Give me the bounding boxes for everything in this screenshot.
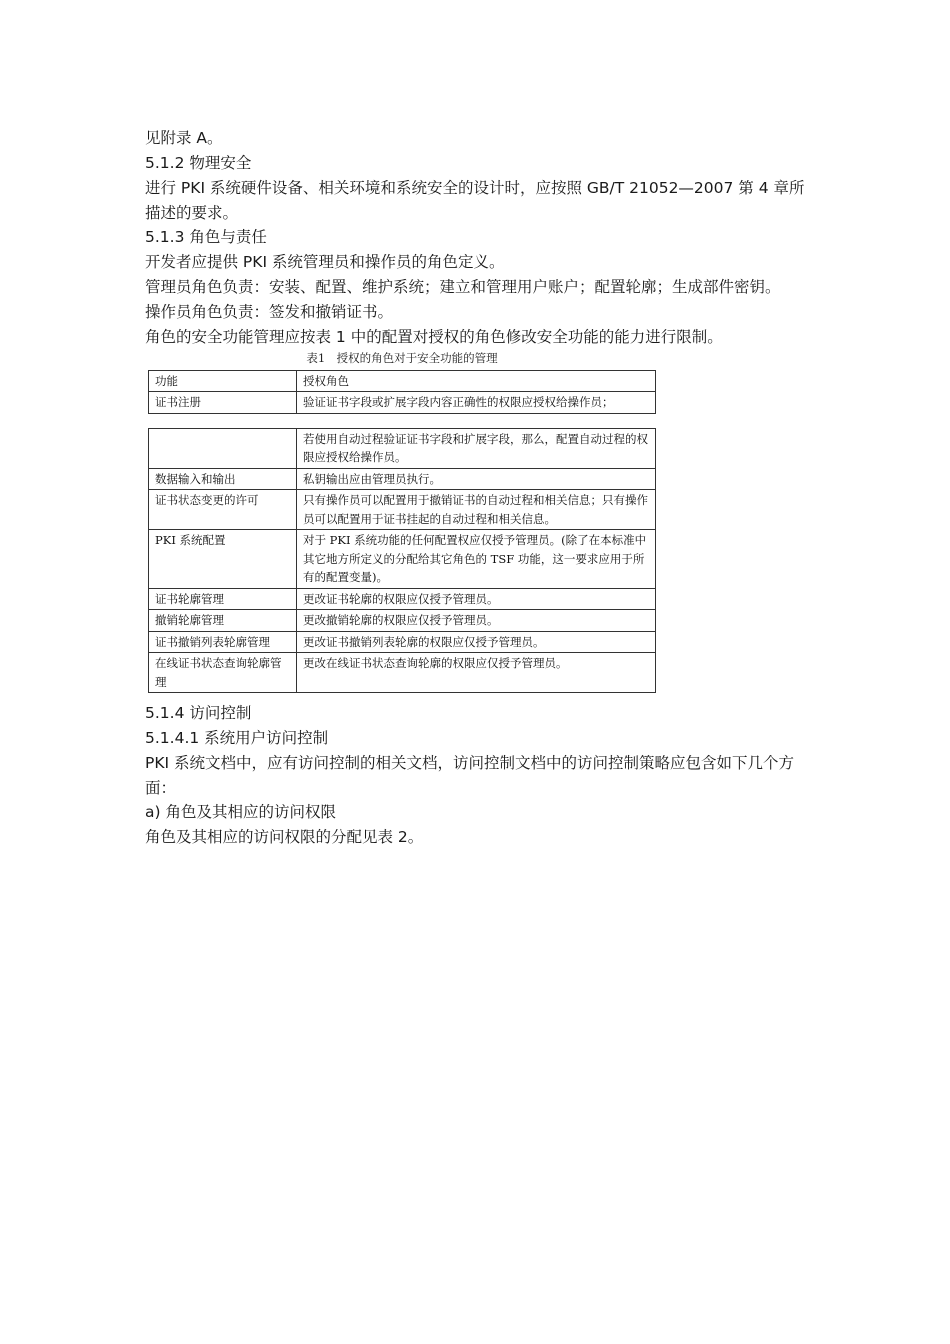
section-heading-5-1-2: 5.1.2 物理安全 (145, 154, 252, 172)
table-row (149, 530, 656, 589)
section-heading-5-1-4: 5.1.4 访问控制 (145, 704, 252, 722)
table-cell: 证书轮廓管理 (149, 588, 297, 610)
table-cell: 更改证书轮廓的权限应仅授予管理员。 (297, 588, 656, 610)
section-heading-5-1-3: 5.1.3 角色与责任 (145, 228, 267, 246)
paragraph: 管理员角色负责：安装、配置、维护系统；建立和管理用户账户；配置轮廓；生成部件密钥。 (145, 278, 781, 296)
paragraph: 开发者应提供 PKI 系统管理员和操作员的角色定义。 (145, 253, 505, 271)
table-header-cell: 授权角色 (297, 370, 656, 392)
paragraph: 见附录 A。 (145, 129, 223, 147)
list-item: a) 角色及其相应的访问权限 (145, 803, 336, 821)
table-row (149, 392, 656, 414)
table-cell: 证书注册 (149, 392, 297, 414)
paragraph: PKI 系统文档中，应有访问控制的相关文档，访问控制文档中的访问控制策略应包含如下几个方面： (145, 754, 795, 797)
table-1-image (148, 352, 656, 702)
table-row (149, 631, 656, 653)
paragraph: 进行 PKI 系统硬件设备、相关环境和系统安全的设计时，应按照 GB/T 21052—2007 第 4 章所描述的要求。 (145, 179, 805, 222)
table-cell: 更改证书撤销列表轮廓的权限应仅授予管理员。 (297, 631, 656, 653)
table-cell: 私钥输出应由管理员执行。 (297, 468, 656, 490)
table-header-cell: 功能 (149, 370, 297, 392)
table-cell: 证书撤销列表轮廓管理 (149, 631, 297, 653)
table-cell: 更改在线证书状态查询轮廓的权限应仅授予管理员。 (297, 653, 656, 693)
table-row (149, 428, 656, 468)
table-cell (149, 428, 297, 468)
table-cell: 只有操作员可以配置用于撤销证书的自动过程和相关信息；只有操作员可以配置用于证书挂起的自动过程和相关信息。 (297, 490, 656, 530)
table-1-part-1 (148, 370, 656, 414)
table-row (149, 490, 656, 530)
table-cell: 更改撤销轮廓的权限应仅授予管理员。 (297, 610, 656, 632)
table-cell: 在线证书状态查询轮廓管理 (149, 653, 297, 693)
table-cell: PKI 系统配置 (149, 530, 297, 589)
table-header-row (149, 370, 656, 392)
table-cell: 证书状态变更的许可 (149, 490, 297, 530)
document-page (145, 126, 810, 850)
section-heading-5-1-4-1: 5.1.4.1 系统用户访问控制 (145, 729, 329, 747)
paragraph: 角色及其相应的访问权限的分配见表 2。 (145, 828, 424, 846)
table-cell: 数据输入和输出 (149, 468, 297, 490)
table-cell: 验证证书字段或扩展字段内容正确性的权限应授权给操作员； (297, 392, 656, 414)
table-cell: 若使用自动过程验证证书字段和扩展字段，那么，配置自动过程的权限应授权给操作员。 (297, 428, 656, 468)
table-1-part-2 (148, 428, 656, 694)
table-row (149, 653, 656, 693)
table-row (149, 588, 656, 610)
table-caption: 表1 授权的角色对于安全功能的管理 (306, 350, 498, 365)
paragraph: 操作员角色负责：签发和撤销证书。 (145, 302, 394, 321)
table-row (149, 468, 656, 490)
table-row (149, 610, 656, 632)
table-cell: 撤销轮廓管理 (149, 610, 297, 632)
paragraph: 角色的安全功能管理应按表 1 中的配置对授权的角色修改安全功能的能力进行限制。 (145, 327, 723, 346)
table-cell: 对于 PKI 系统功能的任何配置权应仅授予管理员。(除了在本标准中其它地方所定义的分配给其它角色的 TSF 功能，这一要求应用于所有的配置变量)。 (297, 530, 656, 589)
